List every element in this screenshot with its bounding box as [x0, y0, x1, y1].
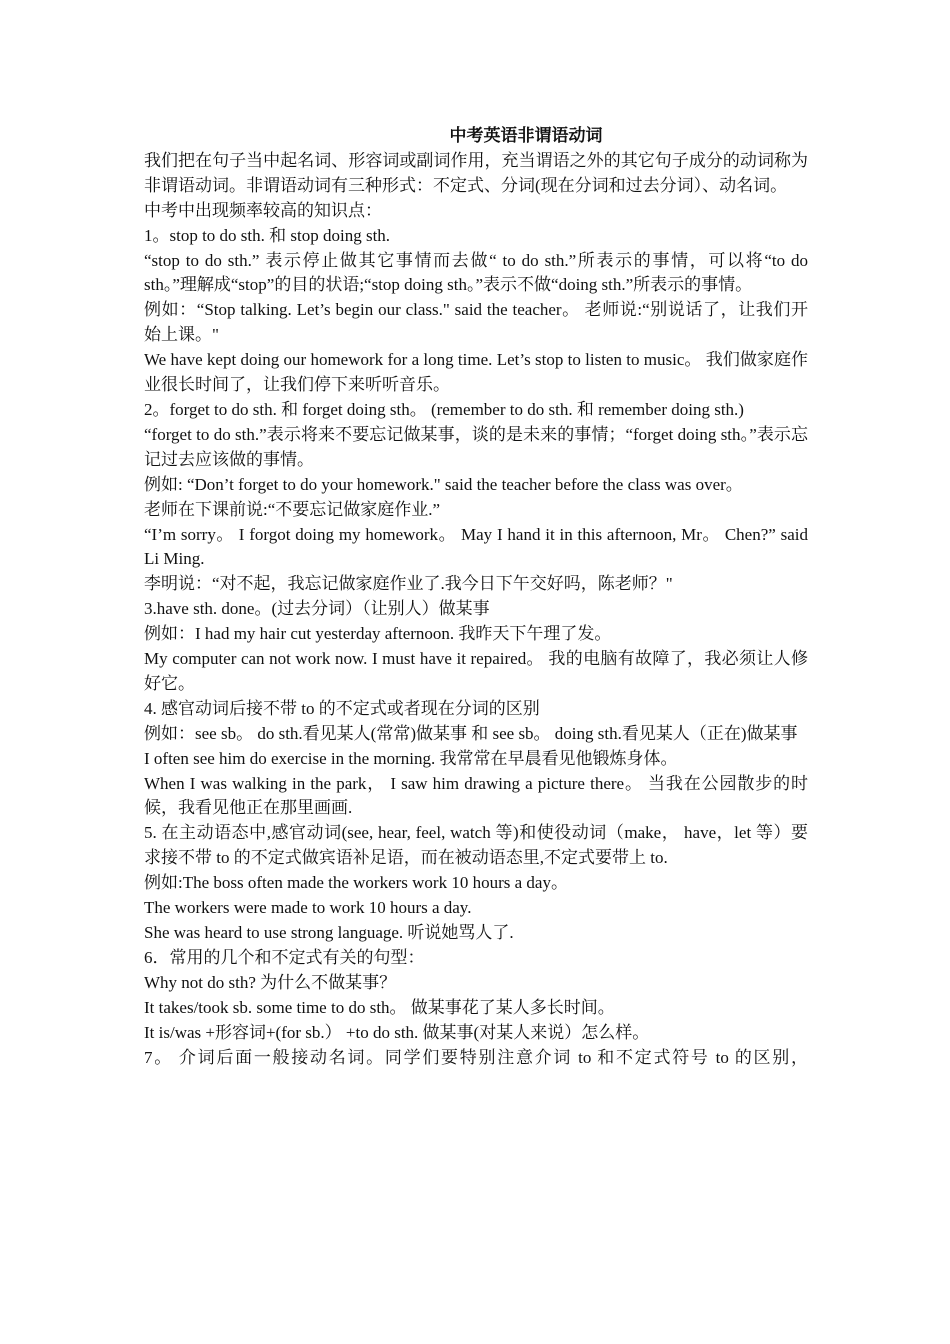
paragraph: 中考中出现频率较高的知识点： — [144, 200, 382, 220]
document-body — [144, 149, 808, 1071]
paragraph: 例如：I had my hair cut yesterday afternoon. 我昨天下午理了发。 — [144, 624, 612, 644]
paragraph: The workers were made to work 10 hours a day. — [144, 898, 472, 918]
paragraph: 我们把在句子当中起名词、形容词或副词作用，充当谓语之外的其它句子成分的动词称为非谓语动词。非谓语动词有三种形式：不定式、分词(现在分词和过去分词）、动名词。 — [144, 150, 808, 195]
paragraph: “I’m sorry。 I forgot doing my homework。 May I hand it in this afternoon, Mr。 Chen?” said Li Ming. — [144, 524, 808, 569]
paragraph: 1。stop to do sth. 和 stop doing sth. — [144, 225, 391, 245]
paragraph: When I was walking in the park， I saw him drawing a picture there。 当我在公园散步的时候，我看见他正在那里画画. — [144, 773, 808, 818]
document-page — [144, 124, 808, 1070]
paragraph: 例如: “Don’t forget to do your homework." said the teacher before the class was over。 — [144, 474, 743, 494]
paragraph: 例如：“Stop talking. Let’s begin our class." said the teacher。 老师说:“别说话了，让我们开始上课。" — [144, 300, 808, 345]
paragraph: Why not do sth? 为什么不做某事？ — [144, 972, 397, 992]
document-title: 中考英语非谓语动词 — [449, 126, 603, 145]
paragraph: It takes/took sb. some time to do sth。 做某事花了某人多长时间。 — [144, 997, 615, 1017]
paragraph: We have kept doing our homework for a long time. Let’s stop to listen to music。 我们做家庭作业很长时间了，让我们停下来听听音乐。 — [144, 350, 808, 395]
paragraph: 7。 介词后面一般接动名词。同学们要特别注意介词 to 和不定式符号 to 的区别， — [144, 1047, 808, 1067]
paragraph: 3.have sth. done。(过去分词）（让别人）做某事 — [144, 599, 490, 619]
paragraph: 2。forget to do sth. 和 forget doing sth。 (remember to do sth. 和 remember doing sth.) — [144, 399, 744, 419]
paragraph: 李明说：“对不起，我忘记做家庭作业了.我今日下午交好吗，陈老师？" — [144, 574, 673, 594]
paragraph: 老师在下课前说:“不要忘记做家庭作业.” — [144, 499, 441, 519]
paragraph: “forget to do sth.”表示将来不要忘记做某事，谈的是未来的事情；“forget doing sth。”表示忘记过去应该做的事情。 — [144, 424, 808, 469]
paragraph: My computer can not work now. I must have it repaired。 我的电脑有故障了，我必须让人修好它。 — [144, 649, 808, 693]
paragraph: 例如:The boss often made the workers work 10 hours a day。 — [144, 873, 568, 893]
paragraph: 4. 感官动词后接不带 to 的不定式或者现在分词的区别 — [144, 698, 540, 718]
paragraph: 例如：see sb。 do sth.看见某人(常常)做某事 和 see sb。 doing sth.看见某人（正在)做某事 — [144, 723, 798, 743]
paragraph: She was heard to use strong language. 听说她骂人了. — [144, 923, 514, 942]
paragraph: It is/was +形容词+(for sb.） +to do sth. 做某事(对某人来说）怎么样。 — [144, 1022, 650, 1042]
paragraph: 6．常用的几个和不定式有关的句型： — [144, 947, 425, 967]
paragraph: “stop to do sth.” 表示停止做其它事情而去做“ to do sth.”所表示的事情，可以将“to do sth。”理解成“stop”的目的状语;“stop doing sth。”表示不做“doing sth.”所表示的事情。 — [144, 250, 808, 295]
paragraph: 5. 在主动语态中,感官动词(see, hear, feel, watch 等)和使役动词（make， have，let 等）要求接不带 to 的不定式做宾语补足语，而在被动语态里,不定式要带上 to. — [144, 823, 808, 868]
paragraph: I often see him do exercise in the morning. 我常常在早晨看见他锻炼身体。 — [144, 748, 678, 768]
